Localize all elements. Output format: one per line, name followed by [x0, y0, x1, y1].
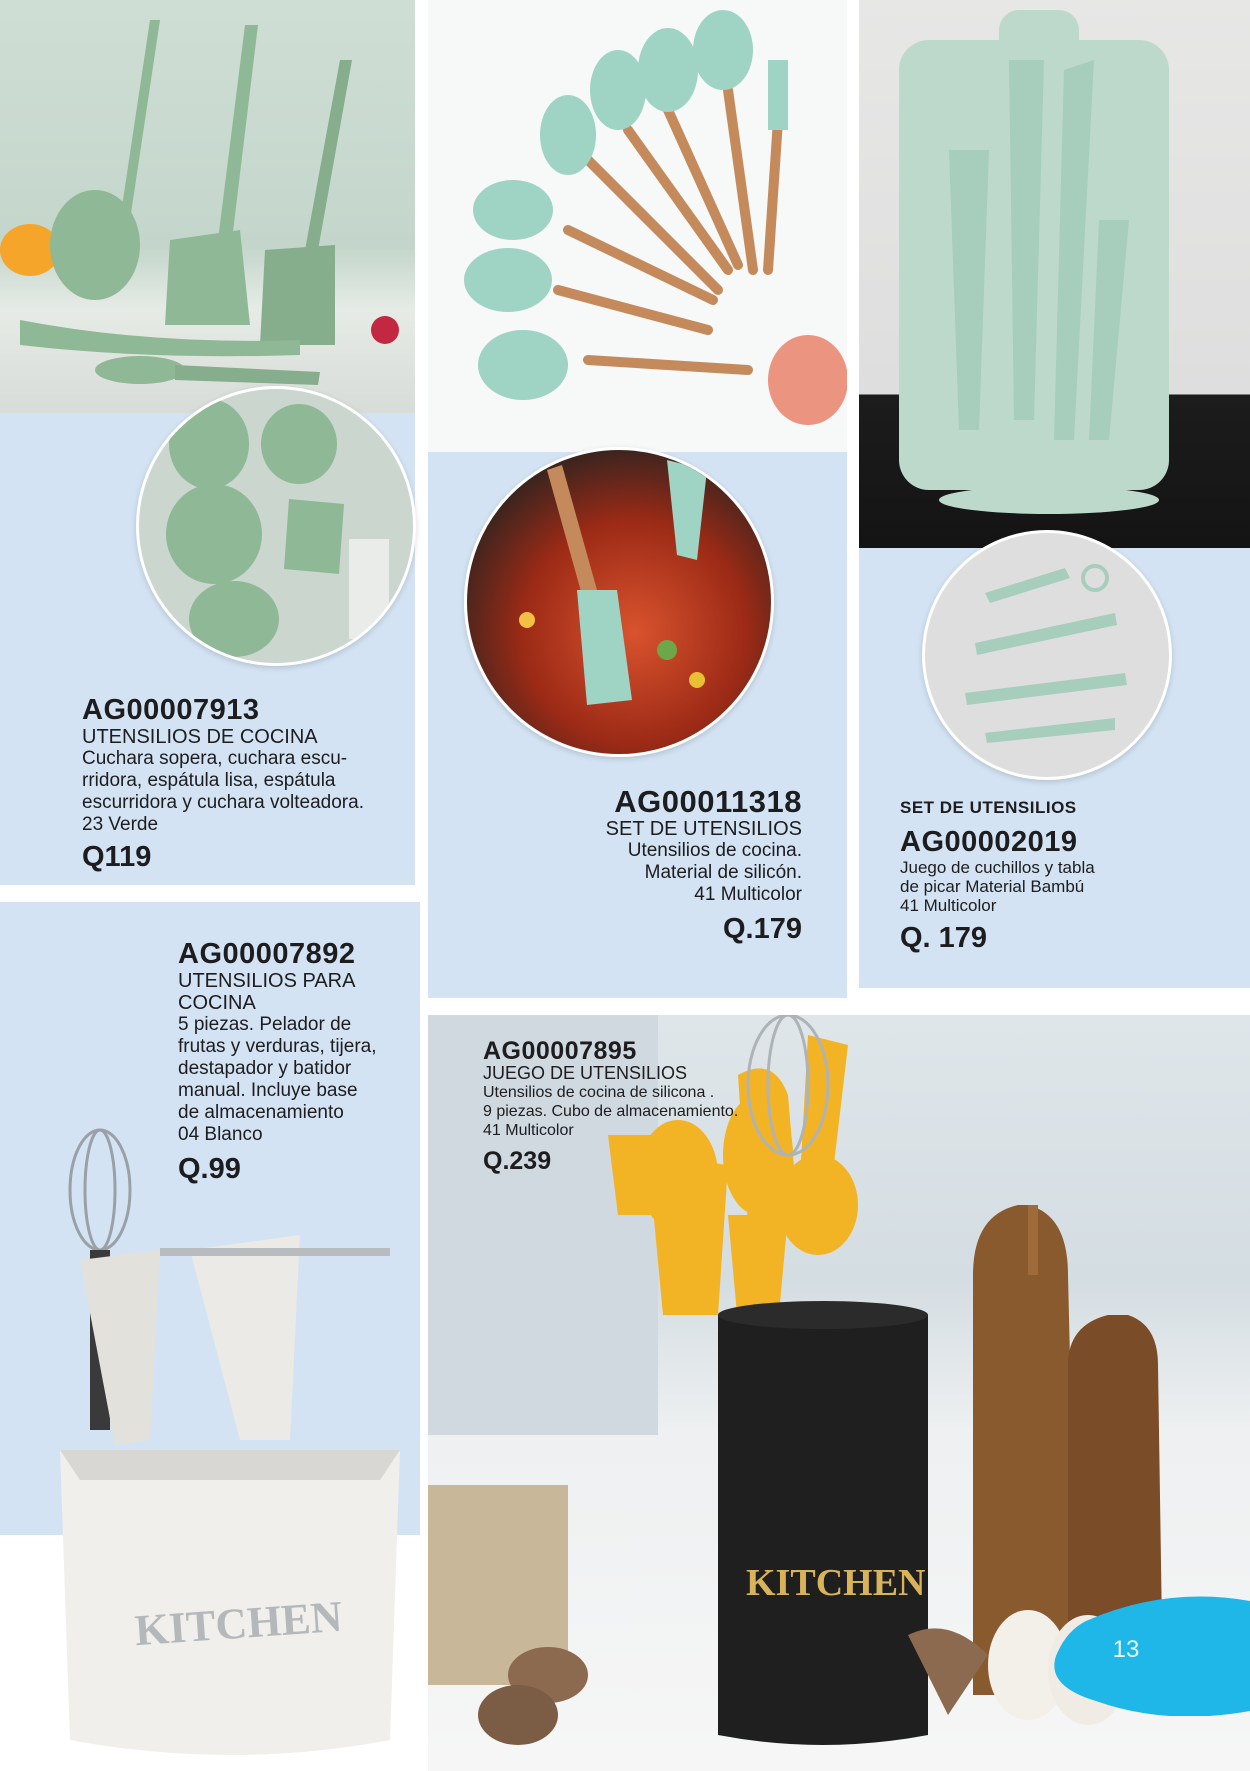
white-tools-photo [40, 1120, 420, 1771]
sage-utensils-photo [0, 0, 415, 413]
product-section-label: SET DE UTENSILIOS [900, 798, 1077, 817]
product-code: AG00007895 [483, 1037, 637, 1065]
product-price: Q.99 [178, 1153, 241, 1185]
product-description: Utensilios de cocina de silicona . 9 piezas. Cubo de almacenamiento. 41 Multicolor [483, 1084, 739, 1139]
kitchen-logo-gold: KITCHEN [746, 1562, 926, 1604]
knife-set-detail-circle [922, 530, 1172, 780]
product-3-text [900, 798, 1240, 955]
product-code: AG00007913 [82, 694, 260, 726]
product-price: Q. 179 [900, 922, 988, 954]
product-price: Q119 [82, 841, 152, 873]
product-code: AG00002019 [900, 826, 1078, 858]
product-title: UTENSILIOS PARA COCINA [178, 970, 356, 1014]
mint-utensils-photo [428, 0, 847, 452]
product-description: 5 piezas. Pelador de frutas y verduras, tijera, destapador y batidor manual. Incluye base de almacenamiento 04 Blanco [178, 1014, 377, 1145]
product-description: Cuchara sopera, cuchara escu- rridora, espátula lisa, espátula escurridora y cuchara volteadora. 23 Verde [82, 748, 364, 835]
product-price: Q.179 [723, 913, 802, 945]
page-number: 13 [1112, 1636, 1140, 1663]
kitchen-logo-white: KITCHEN [133, 1591, 344, 1656]
product-2-text [520, 786, 802, 946]
product-title: JUEGO DE UTENSILIOS [483, 1063, 688, 1083]
page-number-badge [1046, 1596, 1250, 1716]
product-1-text [82, 694, 412, 874]
sage-utensils-illustration [0, 0, 415, 413]
product-description: Juego de cuchillos y tabla de picar Material Bambú 41 Multicolor [900, 858, 1095, 915]
product-price: Q.239 [483, 1147, 552, 1175]
wok-detail-circle [464, 447, 774, 757]
product-description: Utensilios de cocina. Material de silicón. 41 Multicolor [627, 840, 802, 905]
knife-board-photo [859, 0, 1250, 548]
product-5-text [483, 1038, 863, 1178]
product-code: AG00011318 [614, 784, 802, 819]
product-code: AG00007892 [178, 938, 356, 970]
product-title: SET DE UTENSILIOS [605, 818, 802, 840]
sage-utensils-detail-circle [136, 386, 416, 666]
product-title: UTENSILIOS DE COCINA [82, 726, 318, 748]
